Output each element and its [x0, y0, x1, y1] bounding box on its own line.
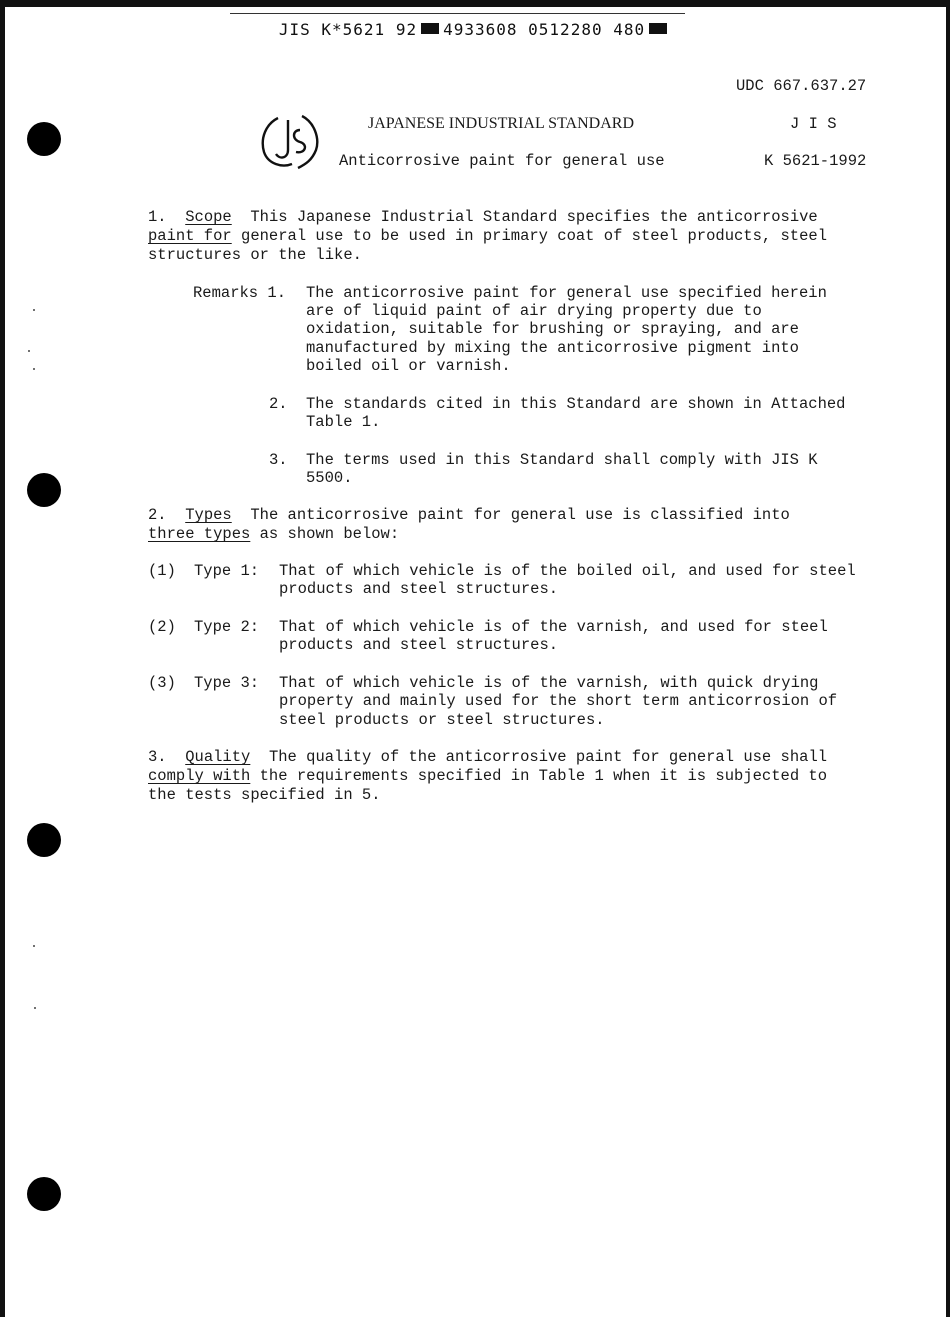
type-3-line: property and mainly used for the short term anticorrosion of — [279, 692, 838, 710]
standard-title: Anticorrosive paint for general use — [339, 152, 665, 170]
black-square-mark — [649, 23, 667, 34]
punch-hole — [27, 823, 61, 857]
remark-1-line: The anticorrosive paint for general use specified herein — [306, 284, 827, 302]
remark-1-line: manufactured by mixing the anticorrosive pigment into — [306, 339, 799, 357]
scan-speck — [33, 945, 35, 947]
scan-edge-right — [946, 0, 950, 1317]
punch-hole — [27, 473, 61, 507]
types-text: The anticorrosive paint for general use is classified into — [250, 506, 790, 524]
jis-mark-icon — [258, 108, 324, 174]
scope-line-3: structures or the like. — [148, 246, 362, 264]
type-1-label: Type 1: — [194, 562, 260, 580]
udc-code: UDC 667.637.27 — [736, 77, 867, 95]
remark-1-line: are of liquid paint of air drying property due to — [306, 302, 762, 320]
punch-hole — [27, 1177, 61, 1211]
header-code-line — [0, 20, 950, 39]
types-line-1 — [148, 506, 790, 525]
black-square-mark — [421, 23, 439, 34]
remark-3-line: 5500. — [306, 469, 353, 487]
scope-line-1 — [148, 208, 818, 227]
quality-line-3: the tests specified in 5. — [148, 786, 381, 804]
jis-mark-text: J I S — [790, 115, 837, 133]
quality-line-2: comply with the requirements specified in Table 1 when it is subjected to — [148, 767, 828, 785]
remark-1-line: boiled oil or varnish. — [306, 357, 511, 375]
scope-heading: Scope — [185, 208, 232, 226]
remark-2-line: Table 1. — [306, 413, 381, 431]
remark-2-line: The standards cited in this Standard are shown in Attached — [306, 395, 846, 413]
quality-heading: Quality — [185, 748, 251, 766]
quality-text: The quality of the anticorrosive paint for general use shall — [268, 748, 828, 766]
standard-organization: JAPANESE INDUSTRIAL STANDARD — [368, 115, 634, 132]
type-2-line: That of which vehicle is of the varnish, and used for steel — [279, 618, 828, 636]
scan-edge-left — [0, 0, 5, 1317]
quality-number: 3. — [148, 748, 167, 766]
type-1-line: That of which vehicle is of the boiled oil, and used for steel — [279, 562, 856, 580]
scope-line-2: paint for general use to be used in primary coat of steel products, steel — [148, 227, 828, 245]
scan-edge-top — [0, 0, 950, 7]
scan-speck — [33, 368, 35, 370]
types-line-2: three types as shown below: — [148, 525, 400, 543]
quality-line-1 — [148, 748, 827, 767]
remark-3-line: The terms used in this Standard shall comply with JIS K — [306, 451, 818, 469]
header-code-part1: JIS K*5621 92 — [278, 20, 418, 39]
standard-number: K 5621-1992 — [764, 152, 867, 170]
type-2-line: products and steel structures. — [279, 636, 559, 654]
type-1-line: products and steel structures. — [279, 580, 559, 598]
header-rule — [230, 13, 685, 14]
scan-speck — [33, 309, 35, 311]
header-code-part2: 4933608 0512280 480 — [443, 20, 646, 39]
remarks-label: Remarks 1. — [193, 284, 287, 302]
scan-speck — [34, 1007, 36, 1009]
type-2-label: Type 2: — [194, 618, 260, 636]
types-number: 2. — [148, 506, 167, 524]
remark-1-line: oxidation, suitable for brushing or spraying, and are — [306, 320, 799, 338]
scope-text: This Japanese Industrial Standard specifies the anticorrosive — [250, 208, 818, 226]
type-2-number: (2) — [148, 618, 176, 636]
type-3-line: steel products or steel structures. — [279, 711, 605, 729]
scan-speck — [28, 350, 30, 352]
remark-3-number: 3. — [269, 451, 288, 469]
type-3-number: (3) — [148, 674, 176, 692]
punch-hole — [27, 122, 61, 156]
type-1-number: (1) — [148, 562, 176, 580]
scope-number: 1. — [148, 208, 167, 226]
remark-2-number: 2. — [269, 395, 288, 413]
type-3-label: Type 3: — [194, 674, 260, 692]
type-3-line: That of which vehicle is of the varnish, with quick drying — [279, 674, 819, 692]
types-heading: Types — [185, 506, 232, 524]
